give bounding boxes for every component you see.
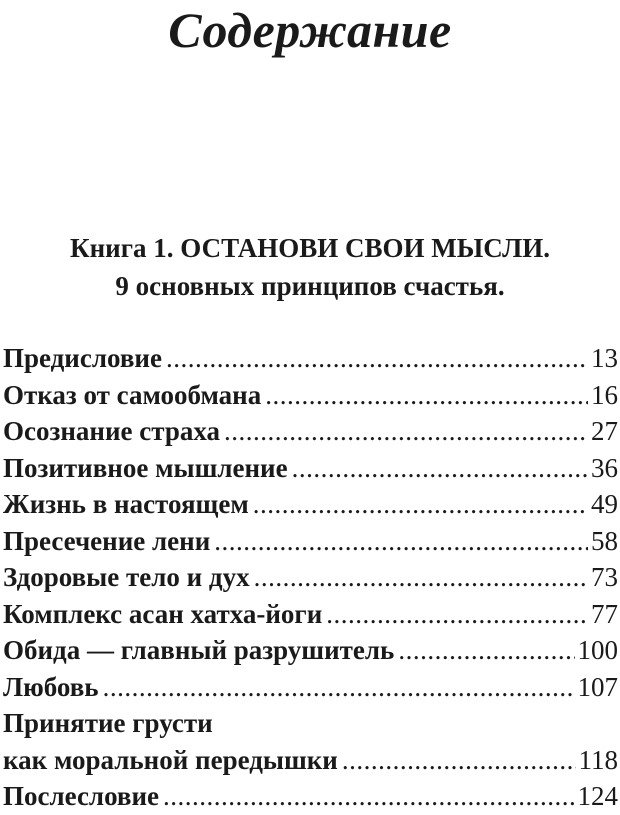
- toc-page-number: 107: [577, 671, 618, 702]
- toc-page-number: 36: [591, 452, 618, 483]
- toc-leader-dots: [103, 669, 575, 706]
- toc-entry-positive-thinking[interactable]: [3, 450, 618, 487]
- toc-leader-dots: [265, 377, 588, 414]
- toc-leader-dots: [254, 559, 588, 596]
- toc-entry-label: Пресечение лени: [3, 525, 211, 556]
- book-subtitle: 9 основных принципов счастья.: [115, 271, 505, 301]
- toc-entry-label: Принятие грусти: [3, 708, 213, 738]
- toc-page-number: 16: [591, 379, 618, 410]
- toc-entry-label: как моральной передышки: [3, 744, 338, 775]
- toc-entry-label: Послесловие: [3, 781, 160, 811]
- book-heading: [0, 229, 620, 305]
- toc-entry-sadness[interactable]: [3, 742, 618, 779]
- toc-page-number: 49: [591, 489, 618, 519]
- toc-entry-healthy-body[interactable]: [3, 559, 618, 596]
- toc-leader-dots: [292, 450, 588, 487]
- toc-entry-label: Здоровые тело и дух: [3, 562, 250, 592]
- toc-entry-laziness[interactable]: [3, 523, 618, 560]
- toc-page-number: 124: [577, 781, 618, 811]
- toc-page-number: 100: [577, 635, 618, 665]
- toc-page-number: 27: [591, 416, 618, 446]
- toc-entry-label: Комплекс асан хатха-йоги: [3, 598, 323, 629]
- toc-leader-dots: [253, 486, 588, 523]
- page-title: Содержание: [168, 2, 452, 58]
- toc-entry-label: Жизнь в настоящем: [3, 489, 249, 519]
- toc-entry-yoga[interactable]: [3, 596, 618, 633]
- toc-leader-dots: [214, 523, 588, 560]
- toc-leader-dots: [163, 778, 574, 815]
- toc-page-number: 73: [591, 562, 618, 592]
- toc-entry-label: Предисловие: [3, 343, 162, 373]
- toc-leader-dots: [166, 340, 588, 377]
- toc-entry-label: Осознание страха: [3, 416, 220, 446]
- toc-entry-label: Любовь: [3, 671, 99, 702]
- toc-page-number: 77: [591, 598, 618, 629]
- toc-page-number: 58: [591, 525, 618, 556]
- toc-entry-resentment[interactable]: [3, 632, 618, 669]
- toc-entry-fear[interactable]: [3, 413, 618, 450]
- toc-entry-preface[interactable]: [3, 340, 618, 377]
- toc-leader-dots: [398, 632, 574, 669]
- table-of-contents: [3, 340, 618, 815]
- toc-page-number: 13: [591, 343, 618, 373]
- book-title: Книга 1. ОСТАНОВИ СВОИ МЫСЛИ.: [70, 233, 550, 263]
- toc-entry-love[interactable]: [3, 669, 618, 706]
- toc-leader-dots: [342, 742, 576, 779]
- toc-entry-self-deception[interactable]: [3, 377, 618, 414]
- toc-entry-sadness-line1[interactable]: [3, 705, 618, 742]
- toc-page-number: 118: [578, 744, 618, 775]
- toc-entry-label: Обида — главный разрушитель: [3, 635, 395, 665]
- toc-leader-dots: [224, 413, 588, 450]
- toc-entry-label: Отказ от самообмана: [3, 379, 262, 410]
- toc-entry-label: Позитивное мышление: [3, 452, 288, 483]
- toc-entry-present[interactable]: [3, 486, 618, 523]
- toc-leader-dots: [326, 596, 588, 633]
- toc-entry-afterword[interactable]: [3, 778, 618, 815]
